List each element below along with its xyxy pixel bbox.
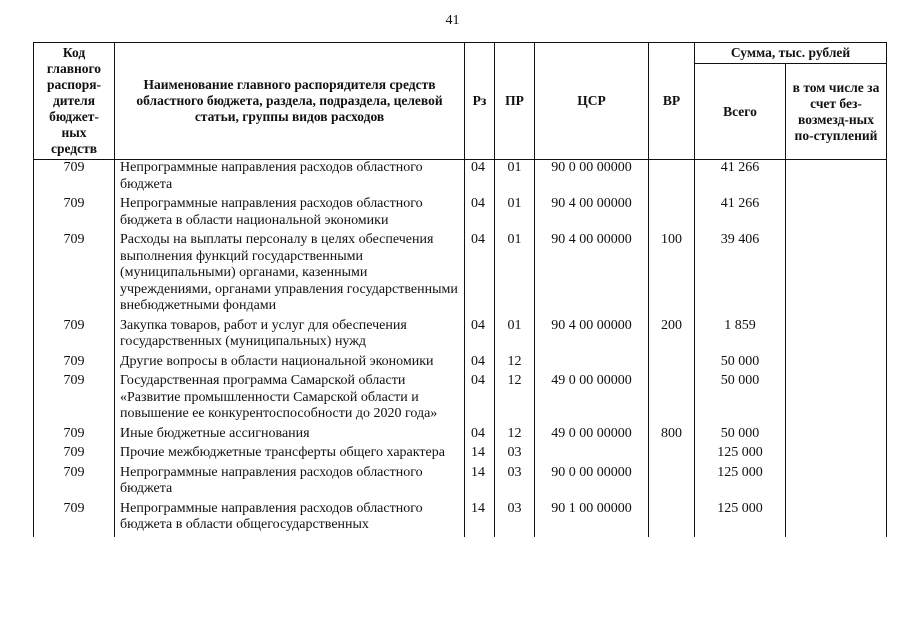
cell-rz: 14 xyxy=(465,465,495,501)
cell-rz: 04 xyxy=(465,196,495,232)
cell-rz: 04 xyxy=(465,318,495,354)
cell-name: Непрограммные направления расходов областного бюджета xyxy=(115,465,465,501)
cell-rz: 04 xyxy=(465,373,495,426)
cell-total: 1 859 xyxy=(695,318,786,354)
cell-vr: 200 xyxy=(649,318,695,354)
cell-grants xyxy=(786,232,887,318)
cell-vr: 100 xyxy=(649,232,695,318)
cell-rz: 04 xyxy=(465,426,495,446)
cell-pr: 01 xyxy=(495,160,535,197)
cell-code: 709 xyxy=(34,196,115,232)
cell-pr: 03 xyxy=(495,445,535,465)
cell-grants xyxy=(786,354,887,374)
cell-rz: 04 xyxy=(465,232,495,318)
cell-grants xyxy=(786,465,887,501)
budget-table xyxy=(33,42,887,537)
cell-grants xyxy=(786,445,887,465)
cell-csr: 90 1 00 00000 xyxy=(535,501,649,537)
cell-name: Закупка товаров, работ и услуг для обеспечения государственных (муниципальных) нужд xyxy=(115,318,465,354)
table-row xyxy=(34,160,887,197)
cell-total: 39 406 xyxy=(695,232,786,318)
header-csr: ЦСР xyxy=(535,43,649,160)
cell-vr xyxy=(649,445,695,465)
table-row xyxy=(34,445,887,465)
cell-pr: 12 xyxy=(495,373,535,426)
header-vr: ВР xyxy=(649,43,695,160)
cell-csr: 49 0 00 00000 xyxy=(535,426,649,446)
cell-csr: 90 0 00 00000 xyxy=(535,160,649,197)
table-row xyxy=(34,318,887,354)
cell-rz: 14 xyxy=(465,501,495,537)
page-number: 41 xyxy=(445,13,460,28)
cell-vr xyxy=(649,160,695,197)
cell-name: Расходы на выплаты персоналу в целях обеспечения выполнения функций государственными (муниципальными) органами, казенными учреждениями, органами управления государственными внебюджетными фондами xyxy=(115,232,465,318)
cell-name: Прочие межбюджетные трансферты общего характера xyxy=(115,445,465,465)
table-row xyxy=(34,501,887,537)
cell-name: Непрограммные направления расходов областного бюджета xyxy=(115,160,465,197)
header-name: Наименование главного распорядителя средств областного бюджета, раздела, подраздела, целевой статьи, группы видов расходов xyxy=(115,43,465,160)
cell-code: 709 xyxy=(34,318,115,354)
cell-code: 709 xyxy=(34,501,115,537)
table-row xyxy=(34,232,887,318)
cell-vr: 800 xyxy=(649,426,695,446)
cell-code: 709 xyxy=(34,426,115,446)
cell-rz: 14 xyxy=(465,445,495,465)
cell-csr xyxy=(535,445,649,465)
cell-vr xyxy=(649,465,695,501)
cell-pr: 12 xyxy=(495,426,535,446)
cell-pr: 03 xyxy=(495,465,535,501)
cell-csr: 90 0 00 00000 xyxy=(535,465,649,501)
cell-grants xyxy=(786,160,887,197)
cell-csr: 90 4 00 00000 xyxy=(535,232,649,318)
cell-rz: 04 xyxy=(465,160,495,197)
cell-total: 125 000 xyxy=(695,465,786,501)
cell-name: Непрограммные направления расходов областного бюджета в области национальной экономики xyxy=(115,196,465,232)
cell-rz: 04 xyxy=(465,354,495,374)
table-row xyxy=(34,373,887,426)
cell-vr xyxy=(649,501,695,537)
table-row xyxy=(34,354,887,374)
header-code: Код главного распоря-дителя бюджет-ных средств xyxy=(34,43,115,160)
cell-total: 125 000 xyxy=(695,501,786,537)
cell-name: Государственная программа Самарской области «Развитие промышленности Самарской области и повышение ее конкурентоспособности до 2020 года» xyxy=(115,373,465,426)
header-pr: ПР xyxy=(495,43,535,160)
cell-code: 709 xyxy=(34,373,115,426)
cell-pr: 01 xyxy=(495,318,535,354)
cell-grants xyxy=(786,196,887,232)
cell-code: 709 xyxy=(34,354,115,374)
cell-pr: 01 xyxy=(495,232,535,318)
cell-csr: 49 0 00 00000 xyxy=(535,373,649,426)
cell-code: 709 xyxy=(34,232,115,318)
header-sum: Сумма, тыс. рублей xyxy=(695,43,887,64)
table-row xyxy=(34,196,887,232)
header-total: Всего xyxy=(695,64,786,160)
table-body xyxy=(34,160,887,537)
cell-csr xyxy=(535,354,649,374)
cell-pr: 03 xyxy=(495,501,535,537)
cell-vr xyxy=(649,354,695,374)
cell-code: 709 xyxy=(34,465,115,501)
cell-grants xyxy=(786,373,887,426)
cell-total: 50 000 xyxy=(695,426,786,446)
table-row xyxy=(34,465,887,501)
cell-pr: 01 xyxy=(495,196,535,232)
cell-code: 709 xyxy=(34,160,115,197)
cell-total: 41 266 xyxy=(695,160,786,197)
cell-total: 50 000 xyxy=(695,354,786,374)
table-header xyxy=(34,43,887,160)
cell-total: 125 000 xyxy=(695,445,786,465)
cell-vr xyxy=(649,373,695,426)
cell-grants xyxy=(786,501,887,537)
cell-total: 50 000 xyxy=(695,373,786,426)
cell-code: 709 xyxy=(34,445,115,465)
cell-grants xyxy=(786,318,887,354)
header-rz: Рз xyxy=(465,43,495,160)
cell-pr: 12 xyxy=(495,354,535,374)
cell-vr xyxy=(649,196,695,232)
cell-csr: 90 4 00 00000 xyxy=(535,318,649,354)
cell-name: Иные бюджетные ассигнования xyxy=(115,426,465,446)
cell-grants xyxy=(786,426,887,446)
table-row xyxy=(34,426,887,446)
cell-name: Другие вопросы в области национальной экономики xyxy=(115,354,465,374)
header-grants: в том числе за счет без-возмезд-ных по-ступлений xyxy=(786,64,887,160)
cell-csr: 90 4 00 00000 xyxy=(535,196,649,232)
cell-total: 41 266 xyxy=(695,196,786,232)
cell-name: Непрограммные направления расходов областного бюджета в области общегосударственных xyxy=(115,501,465,537)
